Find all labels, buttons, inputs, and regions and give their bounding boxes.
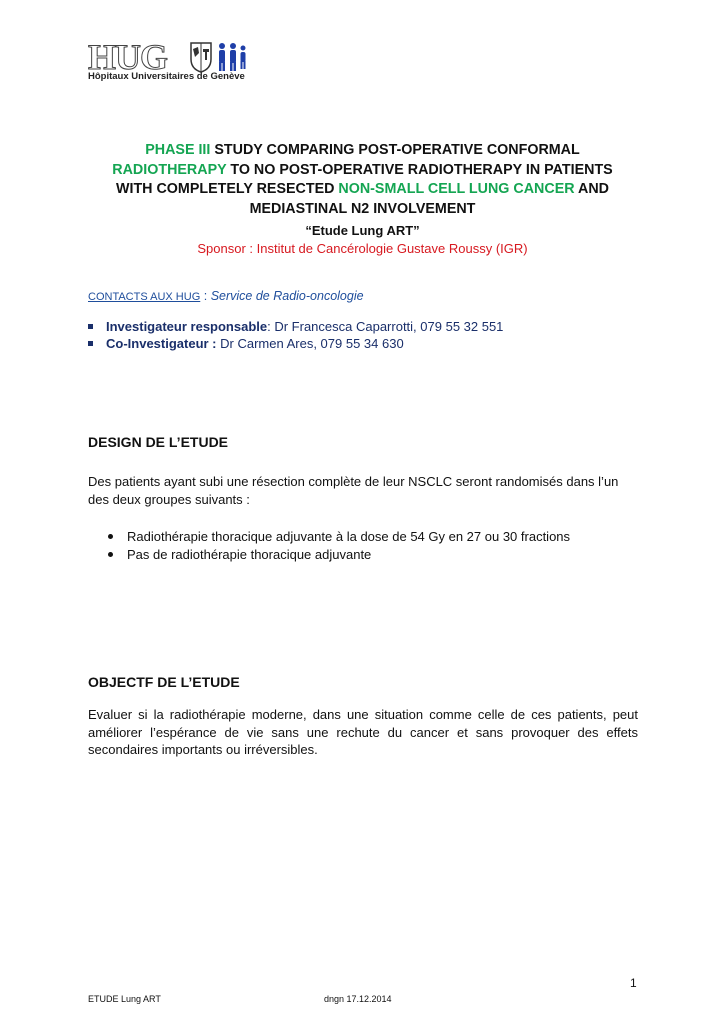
study-sponsor: Sponsor : Institut de Cancérologie Gustave Roussy (IGR) [197,241,528,256]
hug-logo [88,37,258,82]
title-radiotherapy: RADIOTHERAPY [112,161,227,178]
contacts-service: Service de Radio-oncologie [210,289,364,303]
footer-right: dngn 17.12.2014 [324,994,392,1004]
contact-item [88,319,503,334]
objective-text: Evaluer si la radiothérapie moderne, dans une situation comme celle de ces patients, peut améliorer l’espérance de vie sans une rechute du cancer et sans provoquer des effets secondaires importants ou irréversibles. [88,707,638,757]
contact-details: : Dr Francesca Caparrotti, 079 55 32 551 [267,319,504,334]
title-line2: TO NO POST-OPERATIVE RADIOTHERAPY IN PATIENTS [226,161,613,178]
contact-details: Dr Carmen Ares, 079 55 34 630 [216,336,404,351]
bullet-icon [108,534,113,539]
study-block [70,222,655,258]
title-line3-end: AND [574,181,609,197]
page-number: 1 [630,976,637,990]
design-group-text: Pas de radiothérapie thoracique adjuvante [127,547,372,562]
title-nsclc: NON-SMALL CELL LUNG CANCER [338,181,575,197]
square-bullet-icon [88,324,93,329]
contacts-label: CONTACTS AUX HUG [88,291,201,303]
title-phase: PHASE III [145,142,211,158]
geneva-crest-icon [189,41,249,73]
document-title [70,141,655,219]
logo-wordmark: HUG [88,37,168,77]
contacts-separator: : [200,289,211,303]
bullet-icon [108,552,113,557]
design-group-item [108,529,570,544]
title-line3-start: WITH COMPLETELY RESECTED [115,181,339,197]
contact-item [88,336,404,351]
design-intro: Des patients ayant subi une résection complète de leur NSCLC seront randomisés dans l’un des deux groupes suivants : [88,474,619,507]
design-group-text: Radiothérapie thoracique adjuvante à la dose de 54 Gy en 27 ou 30 fractions [127,529,571,544]
objective-heading: OBJECTF DE L’ETUDE [88,674,240,690]
study-name: “Etude Lung ART” [305,223,420,238]
contact-role: Co-Investigateur : [106,336,217,351]
square-bullet-icon [88,341,93,346]
footer-left: ETUDE Lung ART [88,994,161,1004]
contact-role: Investigateur responsable [106,319,268,334]
title-line4: MEDIASTINAL N2 INVOLVEMENT [249,200,476,217]
contacts-line [88,289,364,303]
design-heading: DESIGN DE L’ETUDE [88,434,229,450]
logo-subtitle: Hôpitaux Universitaires de Genève [88,71,245,82]
title-line1: STUDY COMPARING POST-OPERATIVE CONFORMAL [210,142,580,158]
design-group-item [108,547,371,562]
